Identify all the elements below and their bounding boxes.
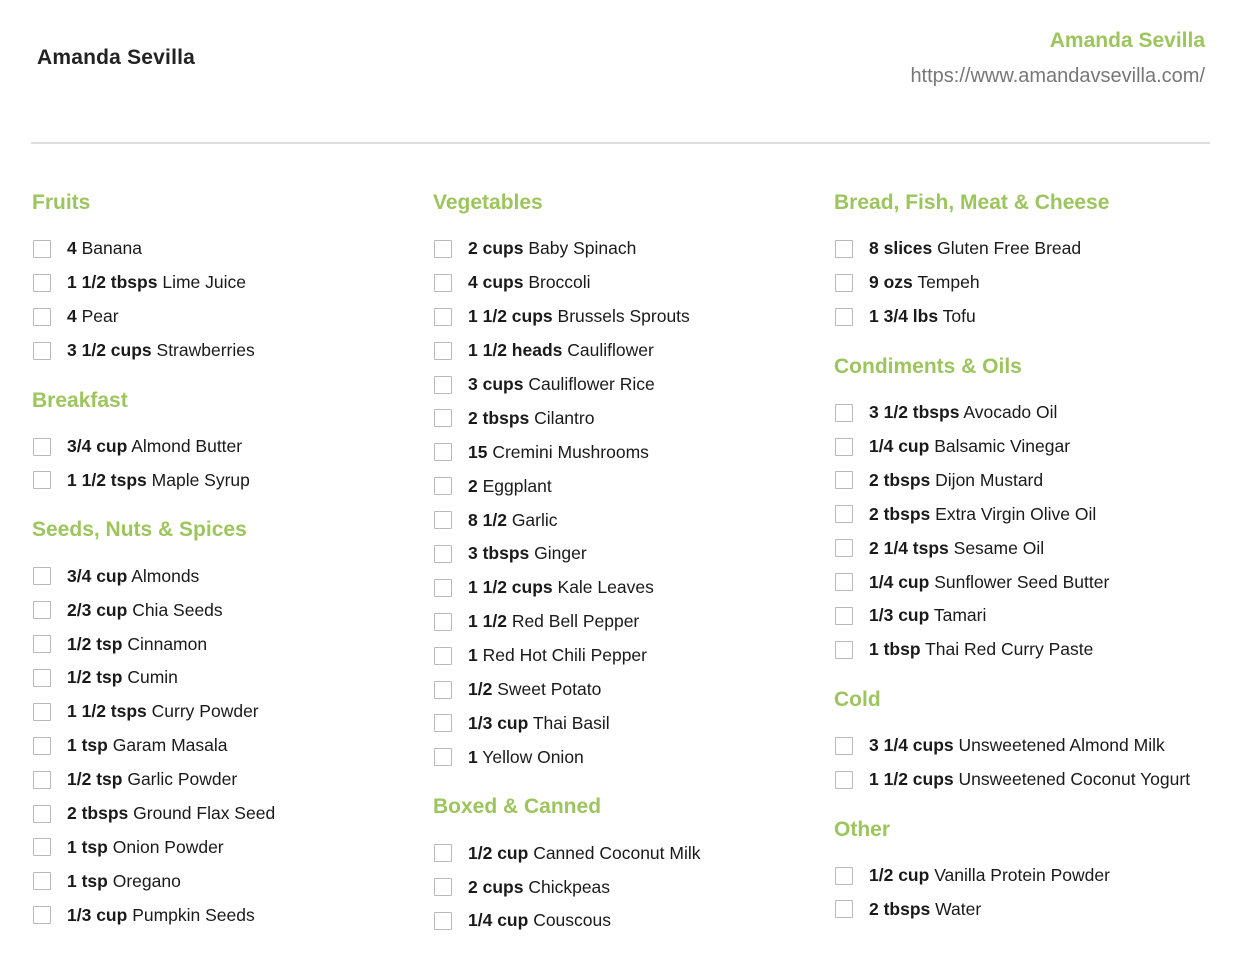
item-quantity: 1/2 (468, 679, 493, 700)
item-name: Maple Syrup (151, 469, 250, 490)
item-checkbox[interactable] (33, 805, 51, 823)
item-checkbox[interactable] (835, 573, 853, 591)
list-item (433, 706, 813, 740)
section-title: Fruits (32, 191, 91, 214)
item-label (869, 306, 976, 327)
item-checkbox[interactable] (33, 906, 51, 924)
item-quantity: 1 1/2 cups (468, 306, 553, 327)
list-item (32, 593, 412, 627)
item-quantity: 1 1/2 cups (468, 577, 553, 598)
item-quantity: 1 tsp (67, 870, 108, 891)
item-checkbox[interactable] (33, 669, 51, 687)
item-list (32, 430, 412, 498)
item-list (433, 232, 813, 774)
item-name: Extra Virgin Olive Oil (935, 503, 1097, 524)
section-title: Breakfast (32, 388, 128, 412)
item-label (468, 877, 610, 898)
item-quantity: 2 tbsps (468, 407, 530, 428)
list-item (32, 559, 412, 593)
item-quantity: 1/3 cup (468, 712, 529, 733)
item-quantity: 3/4 cup (67, 565, 128, 586)
item-name: Brussels Sprouts (557, 306, 690, 327)
item-checkbox[interactable] (835, 404, 853, 422)
item-label (869, 504, 1096, 525)
item-label (468, 713, 610, 734)
list-item (433, 740, 813, 774)
item-label (67, 272, 246, 293)
item-checkbox[interactable] (434, 477, 452, 495)
item-checkbox[interactable] (33, 567, 51, 585)
section-fruits (32, 186, 412, 368)
item-name: Cremini Mushrooms (492, 441, 649, 462)
item-label (67, 306, 119, 327)
item-quantity: 3 1/4 cups (869, 735, 954, 756)
item-checkbox[interactable] (434, 274, 452, 292)
item-name: Couscous (533, 910, 612, 931)
item-quantity: 1/3 cup (869, 605, 930, 626)
list-item (433, 503, 813, 537)
item-label (468, 645, 647, 666)
item-name: Lime Juice (162, 272, 246, 293)
item-quantity: 8 1/2 (468, 509, 507, 530)
item-label (67, 566, 199, 587)
item-quantity: 1/3 cup (67, 904, 128, 925)
item-list (834, 396, 1234, 667)
item-checkbox[interactable] (33, 342, 51, 360)
item-checkbox[interactable] (835, 771, 853, 789)
item-label (67, 600, 223, 621)
item-checkbox[interactable] (434, 443, 452, 461)
section-cold (834, 683, 1234, 797)
item-label (67, 667, 178, 688)
list-item (834, 232, 1234, 266)
item-name: Baby Spinach (528, 238, 637, 259)
section-title: Cold (834, 687, 881, 711)
list-item (834, 497, 1234, 531)
item-checkbox[interactable] (835, 641, 853, 659)
item-checkbox[interactable] (434, 878, 452, 896)
section-seeds-nuts-spices (32, 513, 412, 932)
list-item (834, 729, 1234, 763)
item-list (834, 729, 1234, 797)
list-item (834, 266, 1234, 300)
item-label (67, 837, 224, 858)
list-item (834, 763, 1234, 797)
item-name: Sunflower Seed Butter (934, 571, 1110, 592)
column-2 (433, 186, 813, 938)
item-name: Broccoli (528, 272, 591, 293)
item-checkbox[interactable] (33, 240, 51, 258)
item-quantity: 3 1/2 cups (67, 340, 152, 361)
item-checkbox[interactable] (835, 308, 853, 326)
item-checkbox[interactable] (33, 438, 51, 456)
item-name: Gluten Free Bread (937, 238, 1082, 259)
list-item (433, 469, 813, 503)
list-item (32, 695, 412, 729)
item-quantity: 3/4 cup (67, 436, 128, 456)
section-title: Vegetables (433, 191, 543, 214)
item-label (869, 538, 1044, 559)
item-checkbox[interactable] (835, 274, 853, 292)
section-vegetables (433, 186, 813, 774)
item-name: Sweet Potato (497, 679, 602, 700)
item-quantity: 3 cups (468, 374, 524, 394)
item-list (433, 836, 813, 938)
item-label (468, 747, 584, 768)
item-checkbox[interactable] (434, 714, 452, 732)
section-title: Seeds, Nuts & Spices (32, 518, 247, 542)
section-title: Condiments & Oils (834, 354, 1022, 378)
item-name: Garam Masala (112, 735, 228, 756)
item-quantity: 1 1/2 tbsps (67, 272, 158, 293)
item-name: Water (935, 898, 982, 919)
list-item (834, 396, 1234, 430)
page-header (0, 0, 1252, 145)
item-label (67, 871, 181, 892)
item-name: Sesame Oil (953, 537, 1045, 558)
item-name: Pear (81, 306, 119, 327)
item-label (468, 374, 655, 395)
header-divider (31, 142, 1210, 144)
item-label (468, 679, 601, 700)
section-title: Other (834, 817, 891, 841)
item-list (834, 859, 1234, 927)
item-checkbox[interactable] (835, 438, 853, 456)
brand-block (910, 28, 1205, 88)
item-checkbox[interactable] (434, 240, 452, 258)
item-label (67, 701, 259, 722)
item-label (869, 272, 980, 293)
item-quantity: 1/2 cup (468, 842, 529, 863)
column-3 (834, 186, 1234, 926)
item-checkbox[interactable] (434, 511, 452, 529)
item-name: Pumpkin Seeds (132, 904, 255, 925)
item-label (869, 572, 1109, 593)
list-item (834, 859, 1234, 893)
list-item (433, 368, 813, 402)
list-item (433, 300, 813, 334)
item-quantity: 15 (468, 441, 488, 462)
item-name: Dijon Mustard (935, 469, 1044, 490)
item-checkbox[interactable] (835, 505, 853, 523)
item-checkbox[interactable] (434, 342, 452, 360)
section-boxed-canned (433, 790, 813, 938)
item-label (468, 611, 639, 632)
list-item (32, 729, 412, 763)
brand-url[interactable]: https://www.amandavsevilla.com/ (910, 65, 1205, 87)
item-label (468, 238, 636, 259)
item-name: Almonds (131, 565, 200, 586)
item-name: Strawberries (156, 340, 255, 361)
item-quantity: 4 (67, 306, 77, 327)
item-quantity: 1/2 tsp (67, 633, 123, 654)
list-item (433, 870, 813, 904)
list-item (32, 763, 412, 797)
item-quantity: 1 (468, 746, 478, 767)
page-title: Amanda Sevilla (37, 46, 196, 69)
item-label (468, 543, 587, 564)
item-quantity: 1 tsp (67, 836, 108, 857)
list-item (433, 639, 813, 673)
item-checkbox[interactable] (434, 844, 452, 862)
list-item (32, 830, 412, 864)
section-bread-fish-meat-cheese (834, 186, 1234, 334)
item-name: Unsweetened Almond Milk (958, 735, 1165, 756)
section-condiments-oils (834, 350, 1234, 667)
list-item (834, 463, 1234, 497)
item-label (67, 436, 242, 457)
item-checkbox[interactable] (33, 838, 51, 856)
item-checkbox[interactable] (434, 579, 452, 597)
item-name: Balsamic Vinegar (934, 436, 1071, 456)
item-checkbox[interactable] (434, 308, 452, 326)
list-item (32, 334, 412, 368)
item-checkbox[interactable] (434, 912, 452, 930)
item-name: Ginger (534, 543, 587, 564)
item-quantity: 1 tbsp (869, 639, 921, 660)
list-item (433, 605, 813, 639)
list-item (433, 571, 813, 605)
item-checkbox[interactable] (835, 737, 853, 755)
item-checkbox[interactable] (835, 867, 853, 885)
item-name: Thai Basil (532, 712, 610, 733)
item-quantity: 1 1/2 tsps (67, 701, 147, 722)
item-name: Ground Flax Seed (133, 803, 276, 824)
item-quantity: 1 1/2 cups (869, 769, 954, 790)
item-label (869, 899, 981, 920)
item-label (869, 769, 1190, 790)
item-label (67, 905, 255, 926)
item-label (67, 769, 237, 790)
item-name: Yellow Onion (482, 746, 584, 767)
item-quantity: 2 tbsps (869, 503, 931, 524)
item-quantity: 1 1/2 heads (468, 340, 563, 361)
item-list (834, 232, 1234, 334)
item-quantity: 1 1/2 (468, 611, 507, 632)
item-name: Tempeh (917, 272, 980, 293)
item-checkbox[interactable] (835, 607, 853, 625)
item-label (468, 272, 591, 293)
item-list (32, 559, 412, 932)
item-quantity: 2 cups (468, 238, 524, 259)
item-name: Cumin (127, 667, 178, 688)
item-quantity: 1 tsp (67, 735, 108, 756)
item-quantity: 2 1/4 tsps (869, 537, 949, 558)
item-quantity: 4 (67, 238, 77, 259)
item-name: Onion Powder (112, 836, 224, 857)
item-quantity: 1 3/4 lbs (869, 306, 939, 327)
item-label (67, 803, 275, 824)
item-label (468, 408, 594, 429)
item-quantity: 1/4 cup (869, 571, 930, 592)
item-quantity: 8 slices (869, 238, 933, 259)
item-label (869, 436, 1070, 457)
item-checkbox[interactable] (33, 872, 51, 890)
item-checkbox[interactable] (33, 737, 51, 755)
section-title: Boxed & Canned (433, 795, 602, 819)
brand-name: Amanda Sevilla (1049, 29, 1205, 52)
item-quantity: 1/4 cup (468, 910, 529, 931)
item-checkbox[interactable] (33, 471, 51, 489)
item-name: Cilantro (534, 407, 595, 428)
item-label (468, 306, 690, 327)
item-quantity: 9 ozs (869, 272, 913, 293)
list-item (834, 430, 1234, 464)
item-name: Thai Red Curry Paste (925, 639, 1094, 660)
item-label (67, 634, 207, 655)
item-quantity: 2 cups (468, 876, 524, 897)
list-item (433, 904, 813, 938)
list-item (32, 300, 412, 334)
item-name: Chia Seeds (132, 599, 223, 620)
item-quantity: 1/2 tsp (67, 769, 123, 790)
item-label (67, 340, 255, 361)
item-quantity: 3 1/2 tbsps (869, 402, 960, 423)
item-name: Oregano (112, 870, 181, 891)
item-name: Banana (81, 238, 142, 259)
item-name: Avocado Oil (963, 402, 1058, 423)
list-item (433, 401, 813, 435)
item-quantity: 2/3 cup (67, 599, 128, 620)
item-name: Cauliflower Rice (528, 374, 655, 394)
list-item (433, 334, 813, 368)
item-quantity: 1/4 cup (869, 436, 930, 456)
list-item (433, 435, 813, 469)
item-checkbox[interactable] (434, 748, 452, 766)
section-other (834, 813, 1234, 927)
item-label (869, 402, 1057, 423)
item-checkbox[interactable] (835, 471, 853, 489)
item-checkbox[interactable] (434, 545, 452, 563)
list-item (32, 627, 412, 661)
item-quantity: 1/2 tsp (67, 667, 123, 688)
item-checkbox[interactable] (835, 900, 853, 918)
item-name: Red Hot Chili Pepper (482, 645, 647, 666)
item-checkbox[interactable] (33, 703, 51, 721)
item-checkbox[interactable] (835, 240, 853, 258)
item-label (67, 470, 250, 491)
list-item (32, 463, 412, 497)
item-quantity: 3 tbsps (468, 543, 530, 564)
list-item (433, 266, 813, 300)
item-quantity: 2 tbsps (869, 469, 931, 490)
item-label (468, 340, 654, 361)
list-item (433, 537, 813, 571)
item-label (468, 442, 649, 463)
item-label (869, 865, 1110, 886)
list-item (32, 864, 412, 898)
list-item (834, 599, 1234, 633)
item-label (869, 238, 1081, 259)
item-name: Chickpeas (528, 876, 611, 897)
item-checkbox[interactable] (434, 681, 452, 699)
list-item (834, 565, 1234, 599)
item-label (468, 510, 558, 531)
item-name: Curry Powder (151, 701, 259, 722)
item-checkbox[interactable] (33, 635, 51, 653)
item-checkbox[interactable] (434, 647, 452, 665)
item-checkbox[interactable] (434, 409, 452, 427)
item-checkbox[interactable] (33, 771, 51, 789)
list-item (32, 430, 412, 464)
list-item (834, 300, 1234, 334)
item-name: Eggplant (482, 475, 552, 496)
list-item (834, 892, 1234, 926)
list-item (834, 633, 1234, 667)
list-item (32, 232, 412, 266)
item-checkbox[interactable] (434, 376, 452, 394)
item-quantity: 2 tbsps (67, 803, 129, 824)
item-name: Almond Butter (131, 436, 243, 456)
item-name: Red Bell Pepper (511, 611, 640, 632)
item-checkbox[interactable] (835, 539, 853, 557)
item-name: Unsweetened Coconut Yogurt (958, 769, 1191, 790)
list-item (433, 836, 813, 870)
column-1 (32, 186, 412, 932)
item-name: Cinnamon (127, 633, 208, 654)
item-label (869, 735, 1165, 756)
list-item (32, 266, 412, 300)
item-checkbox[interactable] (434, 613, 452, 631)
item-label (869, 639, 1093, 660)
item-label (468, 910, 611, 931)
list-item (32, 898, 412, 932)
item-checkbox[interactable] (33, 274, 51, 292)
item-quantity: 1/2 cup (869, 865, 930, 886)
item-quantity: 4 cups (468, 272, 524, 293)
item-checkbox[interactable] (33, 601, 51, 619)
list-item (433, 673, 813, 707)
item-name: Cauliflower (567, 340, 654, 361)
item-label (468, 843, 701, 864)
item-name: Tamari (933, 605, 987, 626)
list-item (32, 661, 412, 695)
item-name: Vanilla Protein Powder (934, 865, 1110, 886)
item-name: Canned Coconut Milk (533, 842, 701, 863)
item-name: Garlic (511, 509, 558, 530)
item-label (869, 470, 1043, 491)
section-title: Bread, Fish, Meat & Cheese (834, 191, 1110, 214)
item-label (468, 577, 654, 598)
item-list (32, 232, 412, 368)
item-label (869, 605, 986, 626)
item-label (468, 476, 552, 497)
item-quantity: 2 (468, 475, 478, 496)
list-item (433, 232, 813, 266)
section-breakfast (32, 384, 412, 498)
item-quantity: 2 tbsps (869, 898, 931, 919)
item-name: Tofu (942, 306, 976, 327)
item-name: Kale Leaves (557, 577, 654, 598)
list-item (834, 531, 1234, 565)
item-label (67, 735, 228, 756)
item-quantity: 1 1/2 tsps (67, 469, 147, 490)
list-item (32, 797, 412, 831)
item-label (67, 238, 142, 259)
item-checkbox[interactable] (33, 308, 51, 326)
item-name: Garlic Powder (127, 769, 238, 790)
item-quantity: 1 (468, 645, 478, 666)
